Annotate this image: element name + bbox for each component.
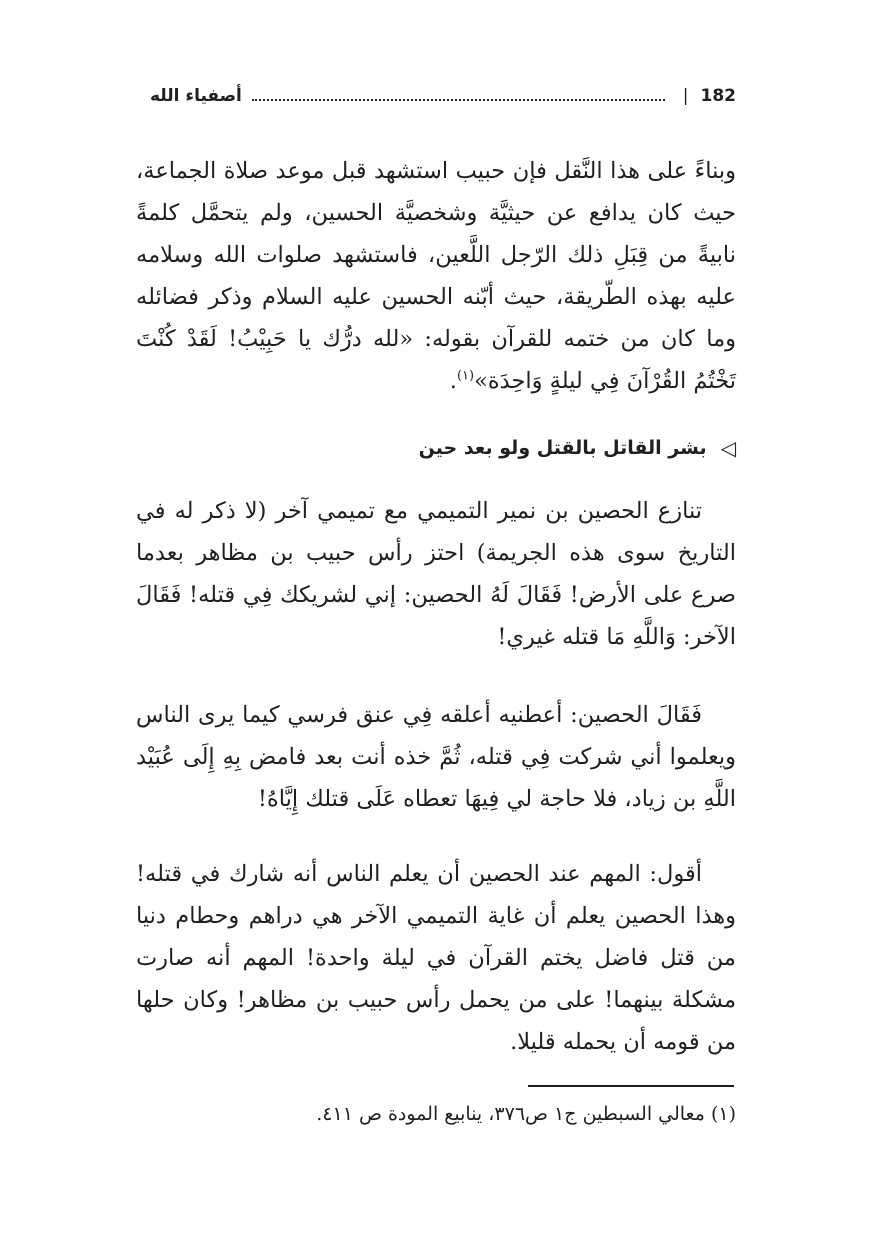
footnote: (١) معالي السبطين ج١ ص٣٧٦، ينابيع المودة ص ٤١١. (316, 1103, 736, 1125)
paragraph-1-end: . (449, 368, 457, 394)
paragraph-3-text: فَقَالَ الحصين: أعطنيه أعلقه فِي عنق فرسي كيما يرى الناس ويعلموا أني شركت فِي قتله، ثُمَّ خذه أنت بعد فامض بِهِ إِلَى عُبَيْد اللَّهِ بن زياد، فلا حاجة لي فِيهَا تعطاه عَلَى قتلك إِيَّاهُ! (136, 702, 736, 812)
section-heading (136, 436, 736, 460)
book-title: أصفياء الله (150, 86, 242, 106)
header-separator: | (682, 86, 689, 106)
paragraph-3 (136, 694, 736, 820)
paragraph-4-text: أقول: المهم عند الحصين أن يعلم الناس أنه شارك في قتله! وهذا الحصين يعلم أن غاية التميمي الآخر هي دراهم وحطام دنيا من قتل فاضل يختم القرآن في ليلة واحدة! المهم أنه صارت مشكلة بينهما! على من يحمل رأس حبيب بن مظاهر! وكان حلها من قومه أن يحمله قليلا. (136, 861, 736, 1055)
footnote-divider (528, 1085, 734, 1087)
paragraph-1 (136, 150, 736, 402)
page-number: 182 (700, 86, 736, 106)
header-dotted-leader (252, 99, 665, 101)
section-heading-text: بشر القاتل بالقتل ولو بعد حين (418, 437, 707, 459)
paragraph-2-text: تنازع الحصين بن نمير التميمي مع تميمي آخر (لا ذكر له في التاريخ سوى هذه الجريمة) احتز رأس حبيب بن مظاهر بعدما صرع على الأرض! فَقَالَ لَهُ الحصين: إني لشريكك فِي قتله! فَقَالَ الآخر: وَاللَّهِ مَا قتله غيري! (136, 498, 736, 650)
paragraph-4 (136, 853, 736, 1063)
footnote-reference: (١) (456, 368, 475, 384)
paragraph-1-text: وبناءً على هذا النَّقل فإن حبيب استشهد قبل موعد صلاة الجماعة، حيث كان يدافع عن حيثيَّة وشخصيَّة الحسين، ولم يتحمَّل كلمةً نابيةً من قِبَلِ ذلك الرّجل اللَّعين، فاستشهد صلوات الله وسلامه عليه بهذه الطّريقة، حيث أبّنه الحسين عليه السلام وذكر فضائله وما كان من ختمه للقرآن بقوله: «لله درُّك يا حَبِيْبُ! لَقَدْ كُنْتَ تَخْتُمُ القُرْآنَ فِي ليلةٍ وَاحِدَة» (136, 158, 736, 394)
page-header (150, 80, 736, 112)
paragraph-2 (136, 490, 736, 658)
triangle-bullet-icon: ◁ (720, 436, 736, 460)
